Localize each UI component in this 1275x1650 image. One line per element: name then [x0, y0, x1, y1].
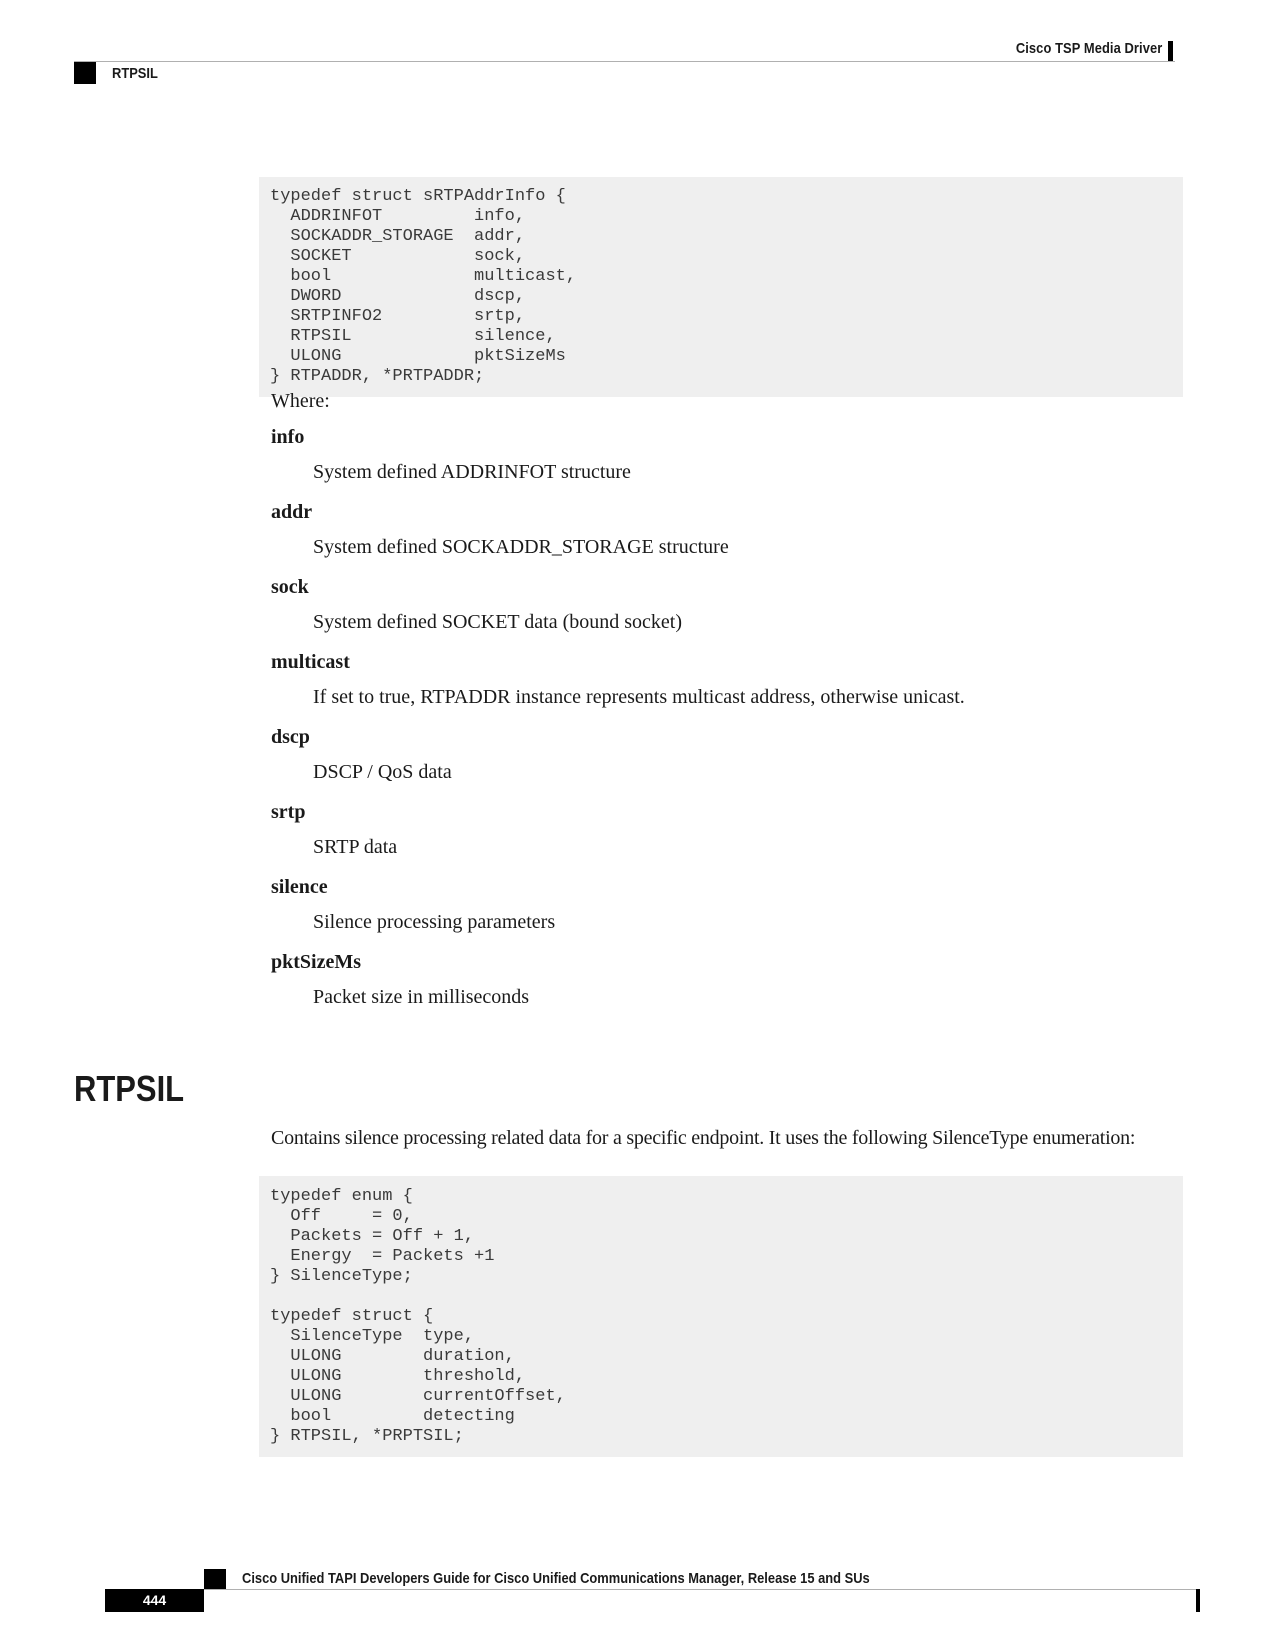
footer-block-mark	[204, 1569, 226, 1589]
footer-rule	[204, 1589, 1200, 1590]
field-desc-silence: Silence processing parameters	[313, 911, 556, 933]
field-desc-multicast: If set to true, RTPADDR instance represents multicast address, otherwise unicast.	[313, 686, 965, 708]
field-term-dscp: dscp	[271, 726, 310, 748]
field-term-silence: silence	[271, 876, 328, 898]
section-intro: Contains silence processing related data for a specific endpoint. It uses the following SilenceType enumeration:	[271, 1127, 1136, 1149]
field-term-info: info	[271, 426, 305, 448]
header-rule	[74, 61, 1175, 62]
field-desc-info: System defined ADDRINFOT structure	[313, 461, 631, 483]
header-bar-mark	[1168, 41, 1173, 61]
field-term-srtp: srtp	[271, 801, 306, 823]
section-heading: RTPSIL	[74, 1068, 185, 1109]
field-term-sock: sock	[271, 576, 309, 598]
field-desc-addr: System defined SOCKADDR_STORAGE structure	[313, 536, 729, 558]
field-desc-srtp: SRTP data	[313, 836, 398, 858]
field-term-addr: addr	[271, 501, 313, 523]
running-header-section: RTPSIL	[112, 65, 158, 82]
field-desc-pktsizems: Packet size in milliseconds	[313, 986, 530, 1008]
field-term-multicast: multicast	[271, 651, 350, 673]
field-desc-sock: System defined SOCKET data (bound socket)	[313, 611, 683, 633]
footer-book-title: Cisco Unified TAPI Developers Guide for Cisco Unified Communications Manager, Release 15 and SUs	[242, 1570, 870, 1587]
footer-bar-mark	[1196, 1589, 1200, 1612]
struct-code-block: typedef struct sRTPAddrInfo { ADDRINFOT info, SOCKADDR_STORAGE addr, SOCKET sock, bool multicast, DWORD dscp, SRTPINFO2 srtp, RTPSIL silence, ULONG pktSizeMs } RTPADDR, *PRTPADDR;	[259, 177, 1183, 397]
header-block-mark	[74, 62, 96, 84]
running-header-title: Cisco TSP Media Driver	[1015, 40, 1162, 57]
where-label: Where:	[271, 390, 330, 412]
field-desc-dscp: DSCP / QoS data	[313, 761, 452, 783]
field-term-pktsizems: pktSizeMs	[271, 951, 361, 973]
page-number: 444	[105, 1589, 204, 1612]
enum-code-block: typedef enum { Off = 0, Packets = Off + 1, Energy = Packets +1 } SilenceType; typedef struct { SilenceType type, ULONG duration, ULONG threshold, ULONG currentOffset, bool detecting } RTPSIL, *PRPTSIL;	[259, 1176, 1183, 1457]
